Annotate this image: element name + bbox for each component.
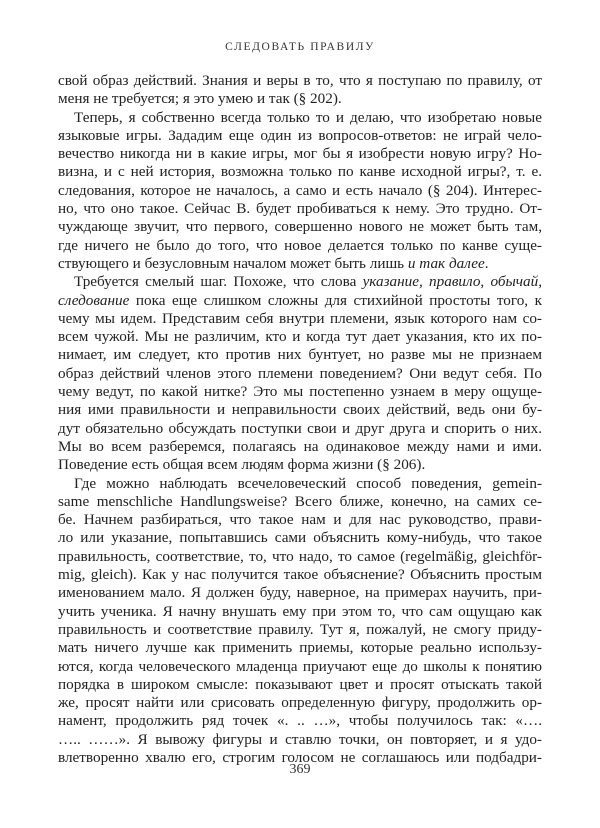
text-line: бе. Начнем разбираться, что такое нам и для нас руководство, прави- (58, 511, 542, 529)
text-line: влетворенно хвалю его, строгим голосом не соглашаюсь или подбадри- (58, 748, 542, 766)
text-line: языковые игры. Зададим еще один из вопросов-ответов: не играй чело- (58, 126, 542, 144)
text-line: меня не требуется; я это умею и так (§ 202). (58, 90, 342, 108)
text-line (58, 273, 542, 291)
text-line (58, 292, 542, 310)
text-line: же, просят найти или срисовать определенную фигуру, продолжить ор- (58, 694, 542, 712)
text-segment: Требуется смелый шаг. Похоже, что слова (74, 273, 363, 291)
text-line: следования, которое не началось, а само и есть начало (§ 204). Интерес- (58, 181, 542, 199)
text-line: но, что оно такое. Сейчас В. будет пробиваться к нему. Это трудно. От- (58, 200, 542, 218)
text-line: mig, gleich). Как у нас получится такое объяснение? Объяснить простым (58, 566, 542, 584)
text-line: Мы во всем разберемся, полагаясь на одинаковое между нами и ими. (58, 437, 542, 455)
text-segment: . (484, 254, 489, 272)
text-line: same menschliche Handlungsweise? Всего ближе, конечно, на самих се- (58, 492, 542, 510)
text-line: именованием мало. Я должен буду, наверное, на примерах научить, при- (58, 584, 542, 602)
text-line: порядка в широком смысле: показывают цвет и просят отыскать такой (58, 675, 542, 693)
running-title: СЛЕДОВАТЬ ПРАВИЛУ (225, 41, 375, 53)
text-line (58, 255, 542, 273)
text-line: ются, когда человеческого младенца приучают еще до школы к понятию (58, 657, 542, 675)
italic-phrase: следование (58, 291, 130, 309)
text-line: вечество никогда ни в какие игры, мог бы я изобрести новую игру? Но- (58, 145, 542, 163)
text-line: Теперь, я собственно всегда только то и делаю, что изобретаю новые (74, 108, 542, 126)
text-line: чему ведут, по какой нитке? Это мы постепенно узнаем в меру ощуще- (58, 383, 542, 401)
text-segment: пока еще слишком сложны для стихийной простоты того, к (129, 291, 542, 309)
text-line: ….. ……». Я вывожу фигуры и ставлю точки, он повторяет, и я удо- (58, 730, 542, 748)
text-line: где ничего не было до того, что новое делается только по канве суще- (58, 236, 542, 254)
text-line: намент, продолжить ряд точек «. .. …», чтобы получилось так: «…. (58, 712, 542, 730)
text-line: чему мы идем. Представим себя внутри племени, язык которого нам со- (58, 309, 542, 327)
text-line: чуждающе звучит, что первого, совершенно нового не может быть там, (58, 218, 542, 236)
text-line: визна, и с ней история, возможна только по канве исходной игры?, т. е. (58, 163, 542, 181)
text-line: учить ученика. Я начну внушать ему при этом то, что сам ощущаю как (58, 602, 542, 620)
text-line: ния ими правильности и неправильности своих действий, ведь они бу- (58, 401, 542, 419)
text-line: Поведение есть общая всем людям форма жизни (§ 206). (58, 456, 426, 474)
text-line: Где можно наблюдать всечеловеческий способ поведения, gemein- (74, 474, 542, 492)
body-text (58, 72, 542, 767)
text-line: свой образ действий. Знания и веры в то, что я поступаю по правилу, от (58, 72, 542, 89)
text-line: образ действий членов этого племени поведением? Они ведут себя. По (58, 364, 542, 382)
text-line: мать ничего лучше как применить приемы, которые реально использу- (58, 639, 542, 657)
text-line: всем чужой. Мы не различим, кто и когда тут дает указания, кто их по- (58, 328, 542, 346)
text-line: правильность и соответствие правилу. Тут я, пожалуй, не смогу приду- (58, 620, 542, 638)
text-line: нимает, им следует, кто против них бунтует, но разве мы не признаем (58, 346, 542, 364)
text-segment: ствующего и безусловным началом может быть лишь (58, 254, 408, 272)
page-number: 369 (289, 762, 311, 777)
text-line: дут обязательно обсуждать поступки свои и друг друга и спорить о них. (58, 419, 542, 437)
italic-phrase: и так далее (407, 254, 485, 272)
text-line: правильность, соответствие, то, что надо, то самое (regelmäßig, gleichför- (58, 547, 542, 565)
text-line: ло или указание, попытавшись сами объяснить кому-нибудь, что такое (58, 529, 542, 547)
italic-phrase: указание, правило, обычай, (362, 273, 542, 291)
